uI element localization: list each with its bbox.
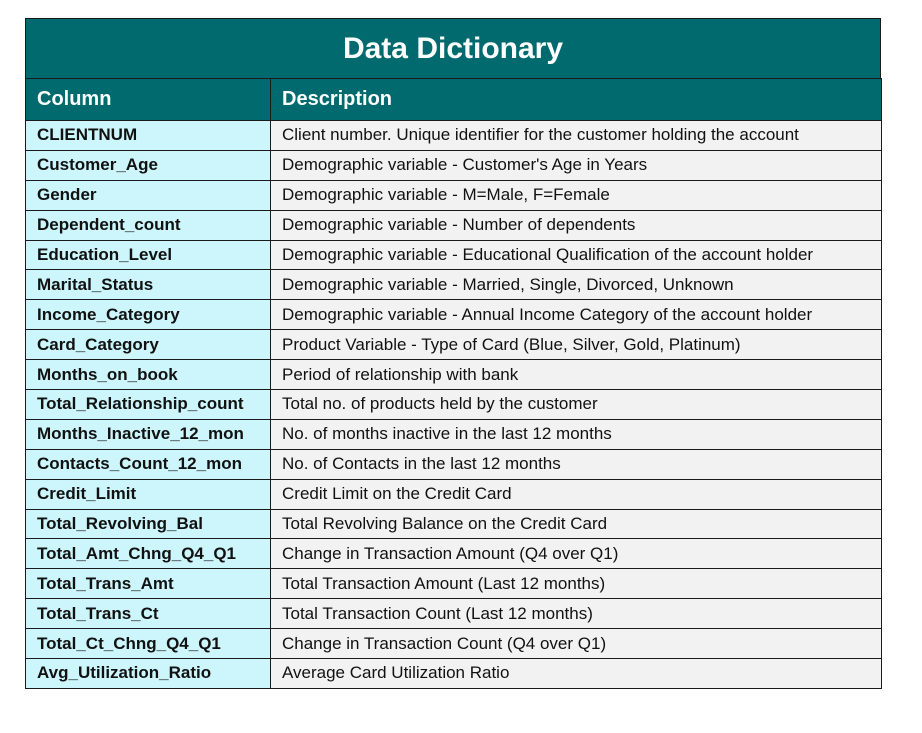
variable-name-cell: Months_on_book xyxy=(26,360,271,390)
variable-description-cell: Demographic variable - Annual Income Category of the account holder xyxy=(271,300,882,330)
table-row xyxy=(26,539,882,569)
table-row xyxy=(26,659,882,689)
variable-description-cell: Total Revolving Balance on the Credit Card xyxy=(271,509,882,539)
variable-description-cell: Total Transaction Amount (Last 12 months) xyxy=(271,569,882,599)
variable-name-cell: Total_Ct_Chng_Q4_Q1 xyxy=(26,629,271,659)
variable-description-cell: Change in Transaction Count (Q4 over Q1) xyxy=(271,629,882,659)
table-row xyxy=(26,150,882,180)
variable-description-cell: Client number. Unique identifier for the customer holding the account xyxy=(271,121,882,151)
table-row xyxy=(26,330,882,360)
variable-description-cell: Total no. of products held by the customer xyxy=(271,390,882,420)
variable-description-cell: Period of relationship with bank xyxy=(271,360,882,390)
variable-name-cell: Total_Trans_Amt xyxy=(26,569,271,599)
variable-description-cell: Demographic variable - Customer's Age in Years xyxy=(271,150,882,180)
variable-name-cell: Total_Relationship_count xyxy=(26,390,271,420)
table-row xyxy=(26,240,882,270)
data-dictionary-sheet xyxy=(25,18,881,689)
table-row xyxy=(26,180,882,210)
table-row xyxy=(26,569,882,599)
table-row xyxy=(26,210,882,240)
variable-description-cell: Demographic variable - M=Male, F=Female xyxy=(271,180,882,210)
variable-name-cell: Education_Level xyxy=(26,240,271,270)
variable-name-cell: Income_Category xyxy=(26,300,271,330)
variable-name-cell: Months_Inactive_12_mon xyxy=(26,419,271,449)
variable-description-cell: No. of months inactive in the last 12 months xyxy=(271,419,882,449)
variable-description-cell: Average Card Utilization Ratio xyxy=(271,659,882,689)
variable-description-cell: Product Variable - Type of Card (Blue, Silver, Gold, Platinum) xyxy=(271,330,882,360)
variable-name-cell: Card_Category xyxy=(26,330,271,360)
variable-description-cell: Credit Limit on the Credit Card xyxy=(271,479,882,509)
variable-description-cell: Total Transaction Count (Last 12 months) xyxy=(271,599,882,629)
variable-description-cell: Demographic variable - Married, Single, Divorced, Unknown xyxy=(271,270,882,300)
variable-description-cell: Demographic variable - Number of dependents xyxy=(271,210,882,240)
variable-name-cell: Total_Trans_Ct xyxy=(26,599,271,629)
variable-name-cell: Total_Revolving_Bal xyxy=(26,509,271,539)
table-row xyxy=(26,449,882,479)
variable-description-cell: Demographic variable - Educational Qualification of the account holder xyxy=(271,240,882,270)
variable-name-cell: Gender xyxy=(26,180,271,210)
variable-name-cell: Avg_Utilization_Ratio xyxy=(26,659,271,689)
table-row xyxy=(26,300,882,330)
variable-name-cell: Marital_Status xyxy=(26,270,271,300)
variable-name-cell: Dependent_count xyxy=(26,210,271,240)
column-header-name: Column xyxy=(26,79,271,121)
table-row xyxy=(26,390,882,420)
variable-name-cell: Customer_Age xyxy=(26,150,271,180)
table-row xyxy=(26,419,882,449)
table-row xyxy=(26,270,882,300)
variable-description-cell: Change in Transaction Amount (Q4 over Q1) xyxy=(271,539,882,569)
data-dictionary-table xyxy=(25,78,882,689)
header-row xyxy=(26,79,882,121)
column-header-description: Description xyxy=(271,79,882,121)
table-title: Data Dictionary xyxy=(25,18,881,78)
table-row xyxy=(26,509,882,539)
variable-description-cell: No. of Contacts in the last 12 months xyxy=(271,449,882,479)
table-row xyxy=(26,121,882,151)
variable-name-cell: CLIENTNUM xyxy=(26,121,271,151)
variable-name-cell: Total_Amt_Chng_Q4_Q1 xyxy=(26,539,271,569)
variable-name-cell: Credit_Limit xyxy=(26,479,271,509)
table-row xyxy=(26,479,882,509)
table-row xyxy=(26,599,882,629)
variable-name-cell: Contacts_Count_12_mon xyxy=(26,449,271,479)
table-row xyxy=(26,629,882,659)
table-row xyxy=(26,360,882,390)
